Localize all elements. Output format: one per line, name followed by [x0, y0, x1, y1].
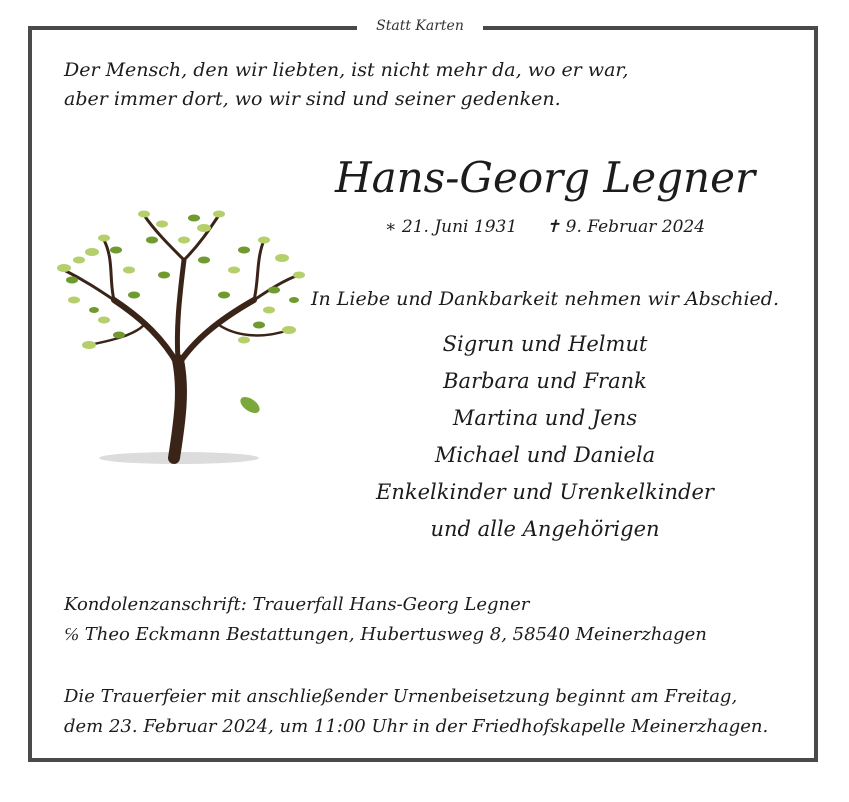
mourner-line: Enkelkinder und Urenkelkinder	[376, 480, 714, 504]
farewell-text: In Liebe und Dankbarkeit nehmen wir Abschied.	[311, 288, 779, 310]
address-line-2: ℅ Theo Eckmann Bestattungen, Hubertusweg 8, 58540 Meinerzhagen	[64, 624, 707, 645]
mourner-line: Martina und Jens	[452, 406, 638, 430]
header-label: Statt Karten	[357, 14, 483, 38]
motto-line-1: Der Mensch, den wir liebten, ist nicht mehr da, wo er war,	[64, 59, 629, 81]
mourners-list	[330, 326, 760, 548]
mourner-line: und alle Angehörigen	[430, 517, 660, 541]
death-symbol: ✝	[545, 217, 561, 237]
address-line-1: Kondolenzanschrift: Trauerfall Hans-Georg Legner	[64, 594, 530, 615]
ceremony-info	[64, 682, 768, 742]
mourner-line: Sigrun und Helmut	[442, 332, 648, 356]
ceremony-line-1: Die Trauerfeier mit anschließender Urnenbeisetzung beginnt am Freitag,	[64, 686, 738, 707]
birth-symbol: ∗	[384, 217, 397, 237]
mourner-line: Michael und Daniela	[434, 443, 656, 467]
condolence-address	[64, 590, 707, 650]
motto	[64, 56, 628, 114]
motto-line-2: aber immer dort, wo wir sind und seiner gedenken.	[64, 88, 561, 110]
life-dates	[330, 215, 760, 239]
birth-date: 21. Juni 1931	[401, 217, 518, 237]
ceremony-line-2: dem 23. Februar 2024, um 11:00 Uhr in der Friedhofskapelle Meinerzhagen.	[64, 716, 769, 737]
death-date: 9. Februar 2024	[565, 217, 706, 237]
tree-icon	[44, 200, 314, 470]
mourner-line: Barbara und Frank	[443, 369, 647, 393]
deceased-name: Hans-Georg Legner	[334, 153, 756, 202]
